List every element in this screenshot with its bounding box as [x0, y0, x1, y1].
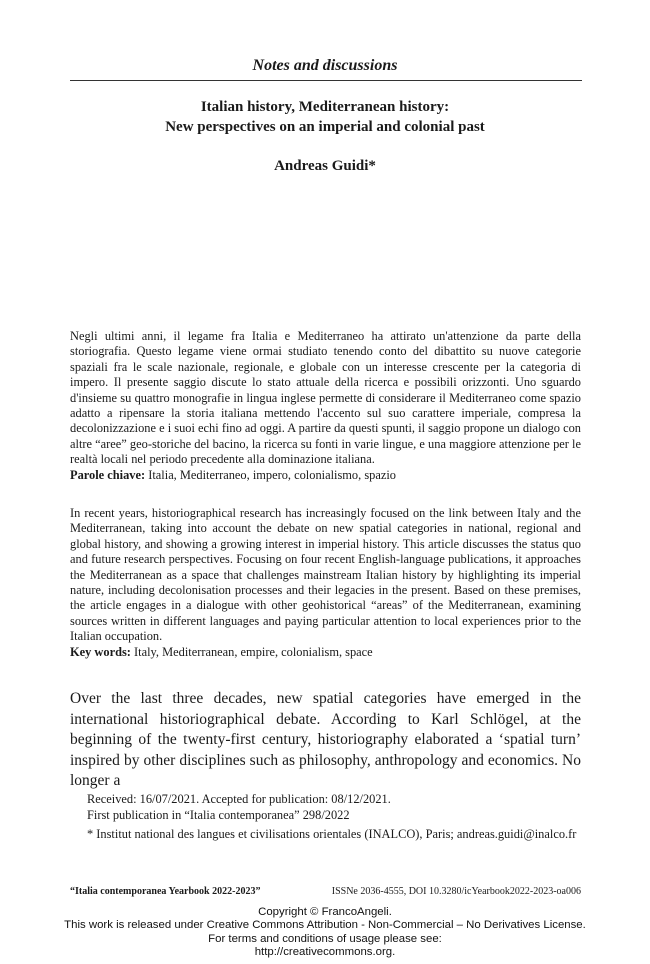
keywords-italian [70, 468, 581, 483]
journal-name: “Italia contemporanea Yearbook 2022-2023” [70, 886, 261, 897]
license-line: This work is released under Creative Commons Attribution - Non-Commercial – No Derivatives License. [64, 919, 586, 932]
keywords-english [70, 645, 581, 660]
received-line: Received: 16/07/2021. Accepted for publication: 08/12/2021. [87, 792, 391, 806]
issn-doi: ISSNe 2036-4555, DOI 10.3280/icYearbook2022-2023-oa006 [331, 886, 581, 897]
license-notice [0, 906, 650, 960]
body-paragraph: Over the last three decades, new spatial categories have emerged in the international historiographical debate. According to Karl Schlögel, at the beginning of the twenty-first century, historiography elaborated a ‘spatial turn’ inspired by other disciplines such as philosophy, anthropology and economics. No longer a [70, 690, 581, 790]
first-publication-line: First publication in “Italia contemporanea” 298/2022 [87, 808, 350, 822]
article-title [0, 97, 650, 137]
abstract-italian-text: Negli ultimi anni, il legame fra Italia e Mediterraneo ha attirato un'attenzione da parte della storiografia. Questo legame viene ormai studiato tenendo conto del dibattito su nuove categorie spaziali fra le scale nazionale, regionale, e globale con un interesse crescente per la categoria di impero. Il presente saggio discute lo stato attuale della ricerca e possibili orizzonti. Uno sguardo d'insieme su quattro monografie in lingua inglese permette di considerare il Mediterraneo come spazio adatto a ripensare la storia italiana mettendo l'accento sul suo carattere imperiale, compresa la decolonizzazione e i suoi echi fino ad oggi. A partire da questi spunti, il saggio propone un dialogo con altre “aree” geo-storiche del bacino, la ricerca su fonti in varie lingue, e una maggiore attenzione per le realtà locali nel periodo precedente alla dominazione italiana. [70, 329, 581, 467]
abstract-english [70, 506, 581, 660]
copyright-line: Copyright © FrancoAngeli. [258, 906, 392, 918]
keywords-english-label: Key words: [70, 644, 131, 659]
keywords-english-list: Italy, Mediterranean, empire, colonialism, space [134, 644, 373, 659]
abstract-italian [70, 329, 581, 483]
keywords-italian-list: Italia, Mediterraneo, impero, colonialismo, spazio [148, 467, 396, 482]
abstract-english-text: In recent years, historiographical research has increasingly focused on the link between Italy and the Mediterranean, taking into account the debate on new spatial categories in national, regional and global history, and showing a growing interest in imperial history. This article discusses the status quo and future research perspectives. Focusing on four recent English-language publications, it approaches the Mediterranean as a space that challenges mainstream Italian history by highlighting its imperial nature, including decolonisation processes and their legacies in the present. Based on these premises, the article engages in a dialogue with other geohistorical “areas” of the Mediterranean, examining sources written in different languages and paying particular attention to local experiences prior to the Italian occupation. [70, 506, 581, 644]
section-heading: Notes and discussions [252, 57, 398, 74]
author-footnote: * Institut national des langues et civilisations orientales (INALCO), Paris; andreas.guidi@inalco.fr [87, 827, 577, 841]
author-name: Andreas Guidi* [274, 158, 376, 174]
header-rule [70, 80, 582, 81]
license-link[interactable]: http://creativecommons.org. [254, 946, 396, 959]
terms-line: For terms and conditions of usage please see: [208, 932, 442, 945]
keywords-italian-label: Parole chiave: [70, 467, 146, 482]
title-line-1: Italian history, Mediterranean history: [200, 99, 450, 115]
title-line-2: New perspectives on an imperial and colonial past [165, 119, 485, 135]
publication-info [87, 791, 582, 823]
